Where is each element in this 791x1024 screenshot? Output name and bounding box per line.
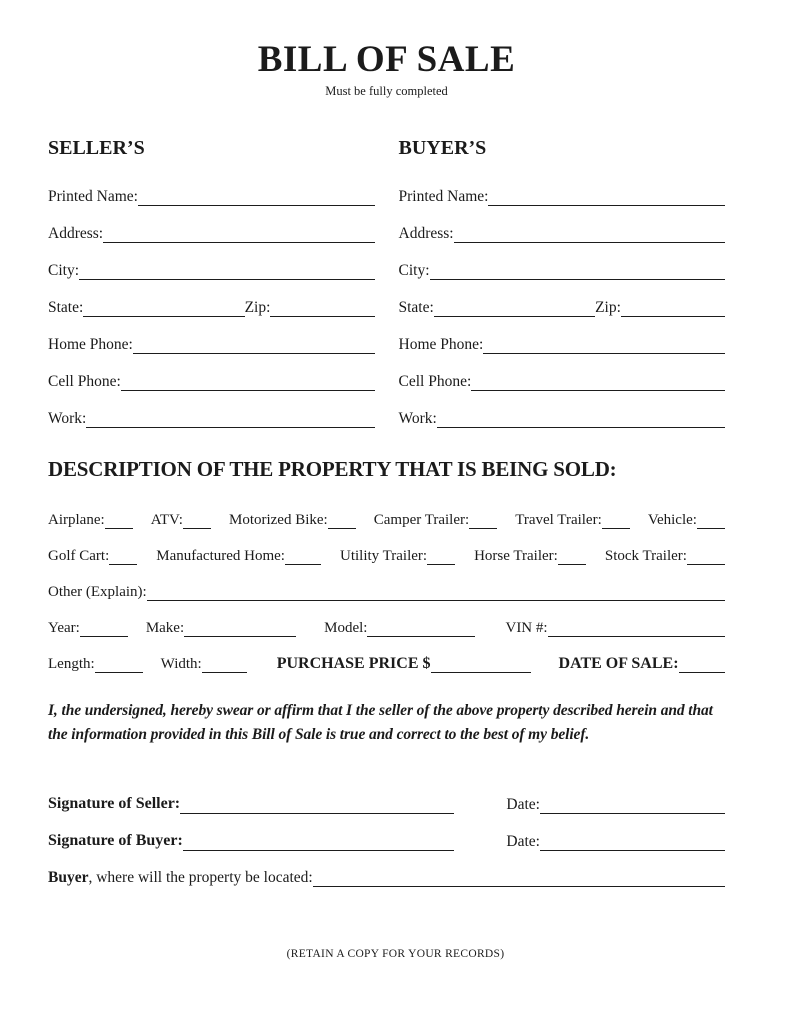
seller-date-label: Date: — [506, 796, 540, 813]
seller-home-phone-field[interactable] — [133, 337, 375, 354]
manufactured-home-label: Manufactured Home: — [156, 547, 285, 564]
buyer-cell-phone-field[interactable] — [471, 374, 725, 391]
document-header — [48, 40, 725, 99]
buyer-signature-field[interactable] — [183, 834, 455, 851]
seller-home-phone-label: Home Phone: — [48, 335, 133, 353]
seller-signature-field[interactable] — [180, 797, 454, 814]
buyer-state-label: State: — [398, 298, 434, 316]
golf-cart-label: Golf Cart: — [48, 547, 110, 564]
buyer-home-phone-field[interactable] — [483, 337, 725, 354]
vin-field[interactable] — [548, 621, 725, 637]
buyer-home-phone-label: Home Phone: — [398, 335, 484, 353]
property-location-row — [48, 851, 725, 887]
width-field[interactable] — [202, 657, 247, 673]
buyer-signature-row — [48, 814, 725, 851]
length-label: Length: — [48, 655, 95, 672]
model-field[interactable] — [367, 621, 475, 637]
date-of-sale-label: DATE OF SALE: — [558, 654, 679, 672]
vehicle-field[interactable] — [697, 513, 725, 529]
length-field[interactable] — [95, 657, 143, 673]
footer-note: (RETAIN A COPY FOR YOUR RECORDS) — [286, 948, 505, 960]
property-type-row-1 — [48, 493, 725, 529]
atv-label: ATV: — [150, 511, 183, 528]
seller-printed-name-label: Printed Name: — [48, 187, 138, 205]
seller-city-label: City: — [48, 261, 80, 279]
seller-zip-field[interactable] — [270, 300, 374, 317]
seller-state-field[interactable] — [83, 300, 244, 317]
make-field[interactable] — [184, 621, 296, 637]
buyer-address-field[interactable] — [454, 226, 725, 243]
year-label: Year: — [48, 619, 80, 636]
seller-signature-row — [48, 777, 725, 814]
property-location-label: , where will the property be located: — [88, 869, 313, 886]
horse-trailer-label: Horse Trailer: — [474, 547, 558, 564]
year-field[interactable] — [80, 621, 128, 637]
buyer-heading: BUYER’S — [398, 136, 487, 159]
seller-signature-label: Signature of Seller: — [48, 795, 181, 813]
other-explain-field[interactable] — [147, 585, 725, 601]
affidavit-text: I, the undersigned, hereby swear or affirm that I the seller of the above property described herein and that the information provided in this Bill of Sale is true and correct to the best of my belief. — [48, 701, 713, 743]
seller-printed-name-field[interactable] — [138, 189, 375, 206]
property-type-row-2 — [48, 529, 725, 565]
golf-cart-field[interactable] — [109, 549, 137, 565]
camper-trailer-field[interactable] — [469, 513, 497, 529]
buyer-zip-field[interactable] — [621, 300, 725, 317]
buyer-work-row — [399, 391, 726, 428]
seller-zip-label: Zip: — [244, 298, 271, 316]
seller-address-label: Address: — [48, 224, 104, 242]
seller-address-field[interactable] — [103, 226, 374, 243]
buyer-printed-name-field[interactable] — [488, 189, 725, 206]
travel-trailer-label: Travel Trailer: — [515, 511, 602, 528]
buyer-zip-label: Zip: — [595, 298, 621, 316]
seller-work-row — [48, 391, 375, 428]
purchase-price-field[interactable] — [431, 657, 531, 673]
other-explain-label: Other (Explain): — [48, 583, 147, 600]
buyer-date-label: Date: — [506, 833, 540, 850]
seller-address-row — [48, 206, 375, 243]
buyer-state-zip-row — [399, 280, 726, 317]
buyer-work-field[interactable] — [437, 411, 725, 428]
width-label: Width: — [160, 655, 202, 672]
description-heading: DESCRIPTION OF THE PROPERTY THAT IS BEING SOLD: — [48, 456, 617, 481]
parties-section — [48, 131, 725, 428]
document-title: BILL OF SALE — [257, 39, 516, 80]
seller-city-row — [48, 243, 375, 280]
seller-cell-phone-row — [48, 354, 375, 391]
buyer-signature-label: Signature of Buyer: — [48, 832, 183, 850]
seller-section — [48, 131, 375, 428]
buyer-printed-name-row — [399, 169, 726, 206]
buyer-word-label: Buyer — [48, 869, 89, 886]
buyer-city-field[interactable] — [430, 263, 725, 280]
stock-trailer-field[interactable] — [687, 549, 725, 565]
seller-home-phone-row — [48, 317, 375, 354]
other-explain-row — [48, 565, 725, 601]
purchase-price-label: PURCHASE PRICE $ — [276, 654, 431, 672]
date-of-sale-field[interactable] — [679, 657, 725, 673]
buyer-city-row — [399, 243, 726, 280]
price-and-date-row — [48, 637, 725, 673]
seller-state-label: State: — [48, 298, 84, 316]
buyer-date-field[interactable] — [540, 834, 725, 851]
seller-city-field[interactable] — [79, 263, 374, 280]
buyer-address-row — [399, 206, 726, 243]
atv-field[interactable] — [183, 513, 211, 529]
horse-trailer-field[interactable] — [558, 549, 586, 565]
document-subtitle: Must be fully completed — [325, 83, 448, 98]
utility-trailer-label: Utility Trailer: — [339, 547, 428, 564]
seller-cell-phone-field[interactable] — [121, 374, 375, 391]
vin-label: VIN #: — [505, 619, 548, 636]
seller-work-label: Work: — [48, 409, 87, 427]
seller-work-field[interactable] — [86, 411, 374, 428]
airplane-label: Airplane: — [48, 511, 105, 528]
buyer-cell-phone-row — [399, 354, 726, 391]
camper-trailer-label: Camper Trailer: — [373, 511, 470, 528]
airplane-field[interactable] — [105, 513, 133, 529]
manufactured-home-field[interactable] — [285, 549, 321, 565]
buyer-printed-name-label: Printed Name: — [398, 187, 489, 205]
make-label: Make: — [145, 619, 185, 636]
vehicle-details-row — [48, 601, 725, 637]
seller-heading: SELLER’S — [48, 136, 145, 159]
buyer-state-field[interactable] — [434, 300, 595, 317]
utility-trailer-field[interactable] — [427, 549, 455, 565]
vehicle-label: Vehicle: — [647, 511, 697, 528]
seller-cell-phone-label: Cell Phone: — [48, 372, 121, 390]
buyer-section — [399, 131, 726, 428]
travel-trailer-field[interactable] — [602, 513, 630, 529]
buyer-cell-phone-label: Cell Phone: — [398, 372, 472, 390]
motorized-bike-field[interactable] — [328, 513, 356, 529]
model-label: Model: — [324, 619, 368, 636]
seller-printed-name-row — [48, 169, 375, 206]
buyer-home-phone-row — [399, 317, 726, 354]
buyer-city-label: City: — [398, 261, 430, 279]
signature-section — [48, 777, 725, 887]
seller-state-zip-row — [48, 280, 375, 317]
buyer-work-label: Work: — [398, 409, 437, 427]
motorized-bike-label: Motorized Bike: — [228, 511, 328, 528]
stock-trailer-label: Stock Trailer: — [604, 547, 687, 564]
seller-date-field[interactable] — [540, 797, 725, 814]
property-location-field[interactable] — [313, 870, 725, 887]
buyer-address-label: Address: — [398, 224, 454, 242]
